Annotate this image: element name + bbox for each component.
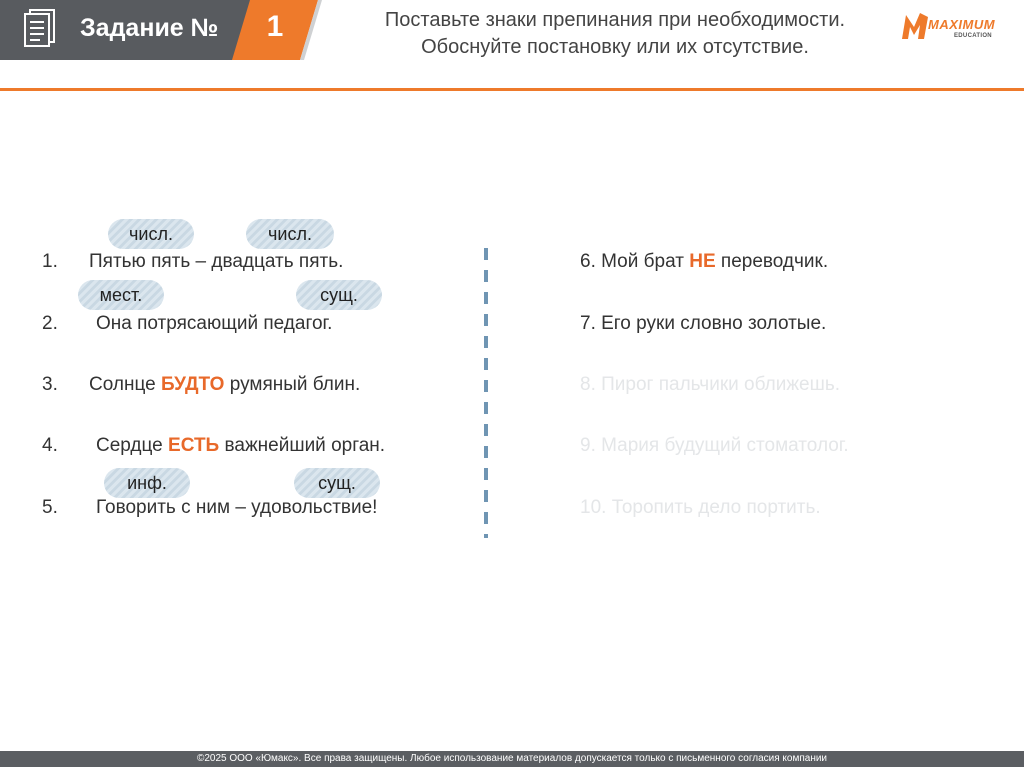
sentence-number: 4. <box>42 435 58 456</box>
logo-text: MAXIMUM <box>928 17 996 32</box>
task-number: 1 <box>266 10 284 43</box>
sentence-1 <box>42 250 344 274</box>
sentence-7: 7. Его руки словно золотые. <box>580 313 827 334</box>
column-divider <box>484 248 488 538</box>
sentence-number: 3. <box>42 374 58 395</box>
task-label: Задание № <box>80 14 219 42</box>
sentence-8: 8. Пирог пальчики оближешь. <box>580 374 841 395</box>
sentence-text: Говорить с ним – удовольствие! <box>96 497 378 518</box>
sentence-9: 9. Мария будущий стоматолог. <box>580 435 849 456</box>
copyright-footer: ©2025 ООО «Юмакс». Все права защищены. Любое использование материалов допускается только с письменного согласия компании <box>0 751 1024 767</box>
sentence-10: 10. Торопить дело портить. <box>580 497 821 518</box>
sentence-text: Она потрясающий педагог. <box>96 313 333 334</box>
sentence-text: Пятью пять – двадцать пять. <box>89 251 344 272</box>
sentence-text <box>89 373 360 397</box>
task-instruction-line-1: Поставьте знаки препинания при необходимости. <box>384 9 846 31</box>
highlighted-word: БУДТО <box>160 374 225 395</box>
highlighted-word: НЕ <box>689 251 716 272</box>
sentence-text <box>96 434 385 458</box>
header-divider-line <box>0 88 1024 91</box>
sentence-5 <box>42 496 378 520</box>
sentence-text-part: румяный блин. <box>224 374 361 395</box>
sentence-6 <box>580 250 828 274</box>
sentence-number: 5. <box>42 497 58 518</box>
sentence-number: 1. <box>42 251 58 272</box>
highlighted-word: ЕСТЬ <box>168 435 220 456</box>
sentence-text-part: важнейший орган. <box>219 435 386 456</box>
annotation-numeral-2: числ. <box>246 219 334 249</box>
annotation-noun-2: сущ. <box>294 468 380 498</box>
sentence-text-part: Сердце <box>96 435 169 456</box>
sentence-text-part: Солнце <box>89 374 161 395</box>
task-instruction <box>330 7 900 61</box>
logo-subtext: EDUCATION <box>954 33 992 39</box>
document-icon <box>22 8 58 48</box>
annotation-numeral-1: числ. <box>108 219 194 249</box>
annotation-infinitive: инф. <box>104 468 190 498</box>
sentence-2 <box>42 312 333 336</box>
maximum-logo-icon <box>900 9 930 43</box>
annotation-pronoun: мест. <box>78 280 164 310</box>
sentence-text-part: 6. Мой брат <box>580 251 690 272</box>
sentence-3 <box>42 373 361 397</box>
sentence-text-part: переводчик. <box>715 251 829 272</box>
sentence-number: 2. <box>42 313 58 334</box>
sentence-4 <box>42 434 386 458</box>
annotation-noun-1: сущ. <box>296 280 382 310</box>
task-instruction-line-2: Обоснуйте постановку или их отсутствие. <box>421 36 809 58</box>
maximum-logo <box>900 9 1016 49</box>
